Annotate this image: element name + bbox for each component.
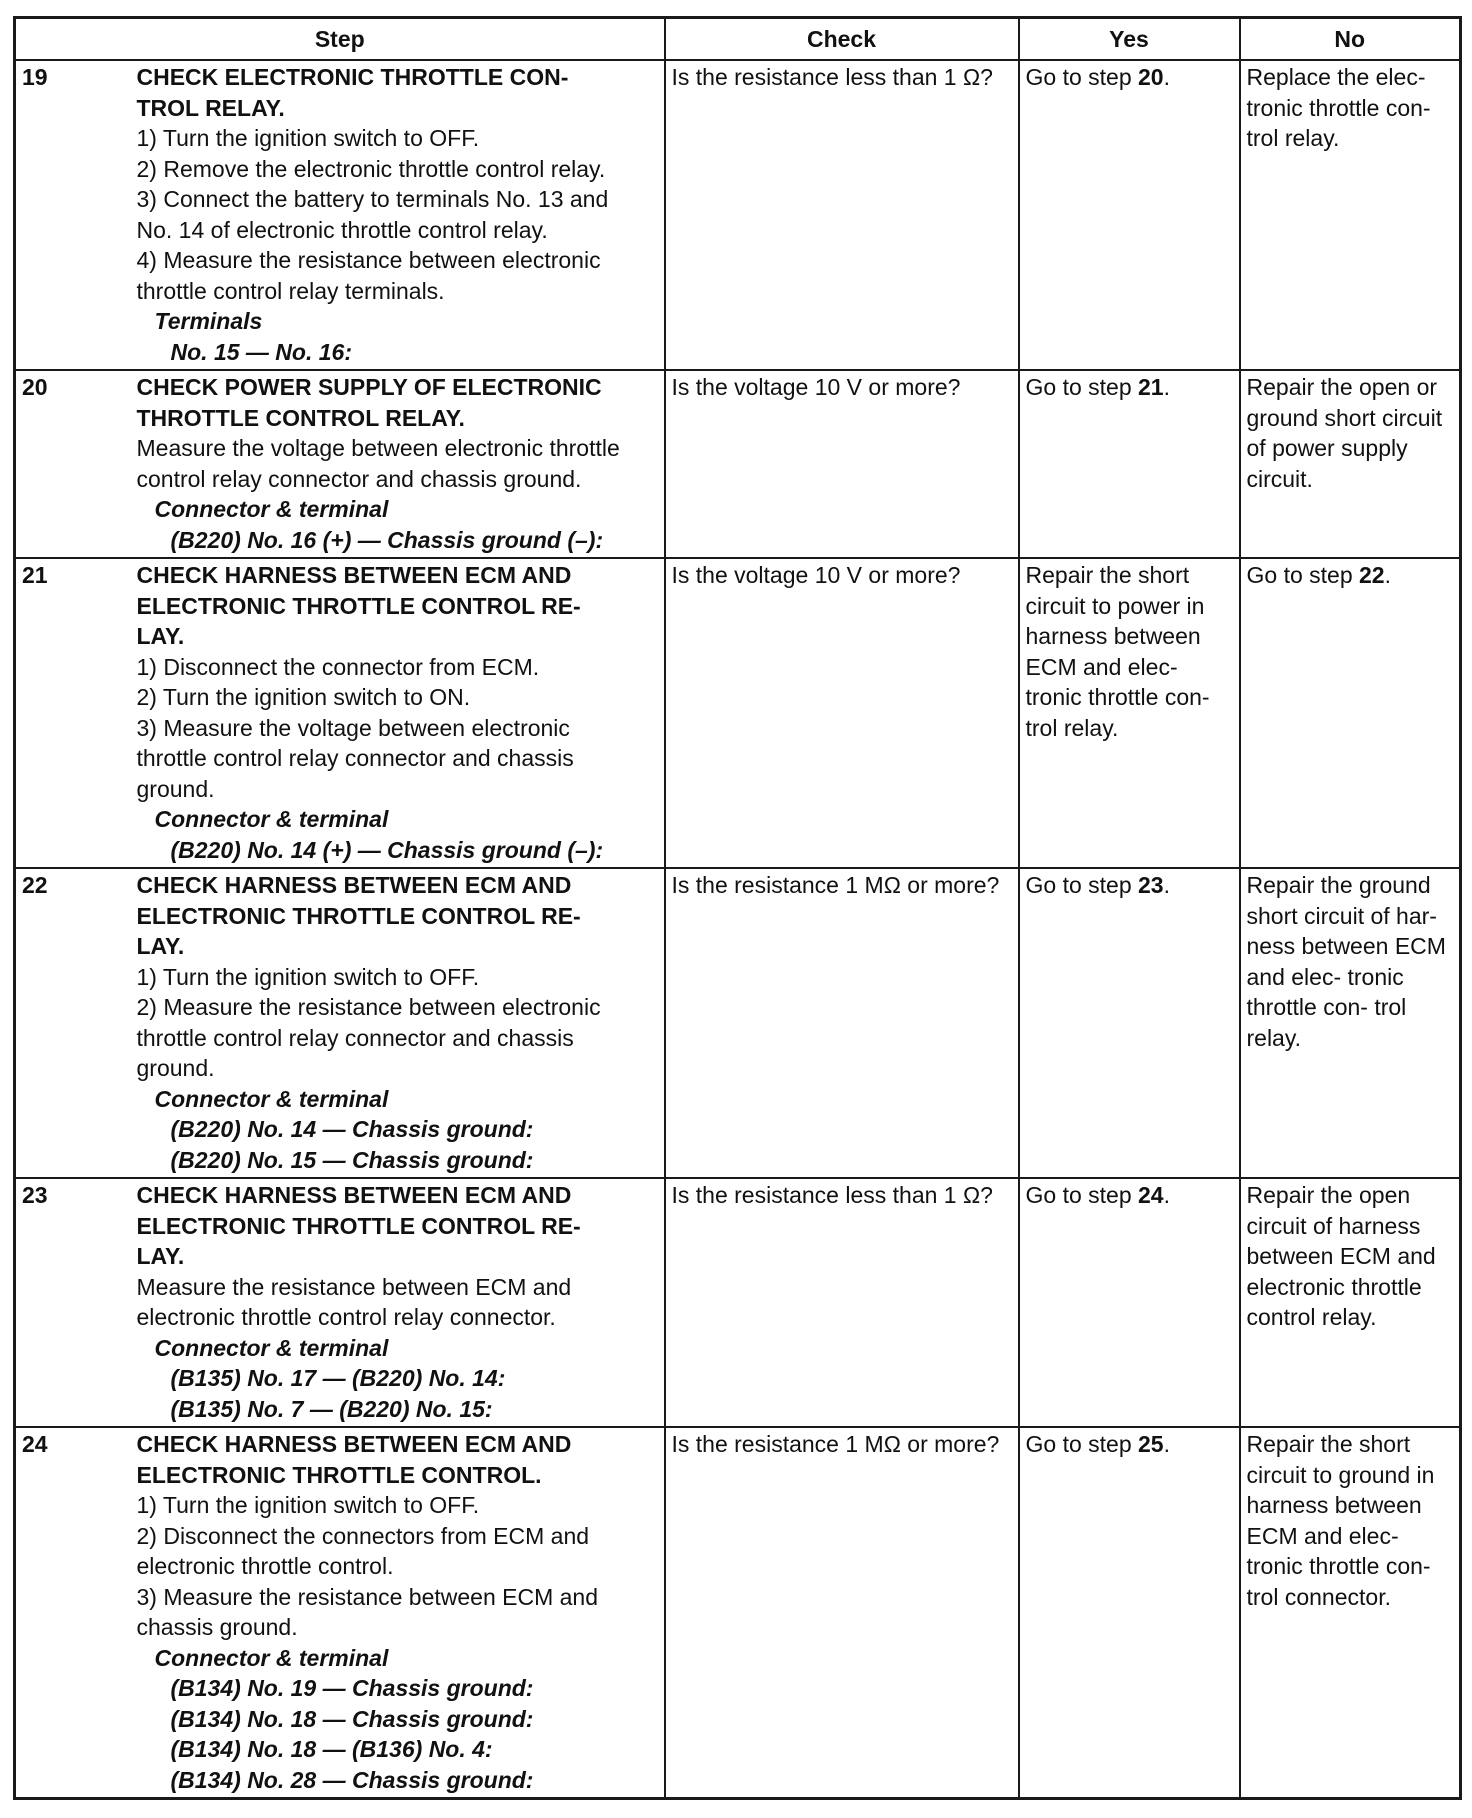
spec-heading: Connector & terminal — [154, 496, 389, 522]
step-instruction-line: 1) Turn the ignition switch to OFF. — [136, 1492, 480, 1518]
step-instruction-line: 1) Turn the ignition switch to OFF. — [136, 125, 480, 151]
step-description — [133, 1178, 665, 1427]
diagnostic-table — [13, 16, 1462, 1800]
step-number: 23 — [15, 1178, 133, 1427]
table-row — [15, 60, 1461, 370]
yes-suffix: . — [1163, 374, 1170, 400]
table-row — [15, 1178, 1461, 1427]
no-action — [1240, 868, 1461, 1178]
yes-action — [1019, 558, 1240, 868]
step-instruction-line: 1) Disconnect the connector from ECM. — [136, 653, 540, 680]
yes-step-ref: 20 — [1138, 64, 1164, 90]
step-instruction-line: ground. — [136, 775, 215, 802]
step-title-line: ELECTRONIC THROTTLE CONTROL RE- — [136, 902, 581, 929]
check-question: Is the voltage 10 V or more? — [665, 370, 1019, 558]
yes-action — [1019, 1178, 1240, 1427]
step-number: 24 — [15, 1427, 133, 1799]
step-instruction-line: 2) Disconnect the connectors from ECM and — [136, 1522, 590, 1549]
step-description — [133, 1427, 665, 1799]
step-instruction-line: electronic throttle control relay connector. — [136, 1304, 556, 1330]
step-instruction-line: throttle control relay terminals. — [136, 277, 445, 304]
spec-item: (B134) No. 18 — (B136) No. 4: — [170, 1736, 493, 1762]
no-text: Replace the elec- tronic throttle con- trol relay. — [1246, 64, 1431, 151]
step-number: 19 — [15, 60, 133, 370]
table-row — [15, 370, 1461, 558]
step-number: 20 — [15, 370, 133, 558]
step-instruction-line: 2) Measure the resistance between electronic — [136, 994, 601, 1020]
step-instruction-line: control relay connector and chassis ground. — [136, 465, 582, 492]
no-text: Repair the open circuit of harness between ECM and electronic throttle control relay. — [1246, 1182, 1436, 1330]
spec-heading: Connector & terminal — [154, 1644, 389, 1671]
spec-heading: Connector & terminal — [154, 1085, 389, 1112]
spec-heading: Connector & terminal — [154, 1334, 389, 1361]
step-description — [133, 868, 665, 1178]
step-instruction-line: 3) Measure the resistance between ECM and — [136, 1583, 599, 1610]
check-question: Is the resistance less than 1 Ω? — [665, 60, 1019, 370]
yes-suffix: . — [1163, 1431, 1170, 1457]
step-description — [133, 558, 665, 868]
spec-item: (B220) No. 14 — Chassis ground: — [170, 1116, 534, 1142]
spec-item: (B220) No. 16 (+) — Chassis ground (–): — [170, 526, 604, 553]
step-instruction-line: No. 14 of electronic throttle control relay. — [136, 216, 548, 243]
no-action — [1240, 1178, 1461, 1427]
table-row — [15, 558, 1461, 868]
step-instruction-line: 3) Connect the battery to terminals No. 13 and — [136, 186, 609, 212]
no-action — [1240, 60, 1461, 370]
no-suffix: . — [1384, 562, 1391, 588]
yes-text: Go to step — [1025, 1182, 1139, 1208]
step-title-line: CHECK HARNESS BETWEEN ECM AND — [136, 872, 572, 898]
check-question: Is the resistance 1 MΩ or more? — [665, 1427, 1019, 1799]
yes-step-ref: 21 — [1138, 374, 1164, 400]
no-text: Repair the short circuit to ground in harness between ECM and elec- tronic throttle con- trol connector. — [1246, 1431, 1435, 1610]
no-text: Repair the ground short circuit of har- ness between ECM and elec- tronic throttle con- trol relay. — [1246, 872, 1446, 1051]
step-instruction-line: Measure the voltage between electronic throttle — [136, 435, 620, 461]
yes-suffix: . — [1163, 1182, 1170, 1208]
no-text: Go to step — [1246, 562, 1360, 588]
yes-step-ref: 25 — [1138, 1431, 1164, 1457]
no-action — [1240, 1427, 1461, 1799]
yes-step-ref: 24 — [1138, 1182, 1164, 1208]
step-instruction-line: throttle control relay connector and chassis — [136, 1024, 574, 1051]
yes-text: Go to step — [1025, 374, 1139, 400]
step-instruction-line: 1) Turn the ignition switch to OFF. — [136, 963, 480, 990]
no-action — [1240, 558, 1461, 868]
step-instruction-line: 2) Remove the electronic throttle control relay. — [136, 155, 606, 182]
spec-item: (B220) No. 14 (+) — Chassis ground (–): — [170, 836, 604, 863]
yes-step-ref: 23 — [1138, 872, 1164, 898]
header-no: No — [1240, 18, 1461, 61]
yes-suffix: . — [1163, 64, 1170, 90]
step-title-line: CHECK POWER SUPPLY OF ELECTRONIC — [136, 374, 602, 400]
spec-item: (B220) No. 15 — Chassis ground: — [170, 1146, 534, 1173]
table-row — [15, 868, 1461, 1178]
header-step: Step — [15, 18, 665, 61]
header-yes: Yes — [1019, 18, 1240, 61]
step-title-line: LAY. — [136, 1243, 185, 1269]
spec-item: (B134) No. 18 — Chassis ground: — [170, 1705, 534, 1732]
step-title-line: CHECK ELECTRONIC THROTTLE CON- — [136, 64, 569, 90]
step-instruction-line: ground. — [136, 1055, 215, 1081]
step-instruction-line: 4) Measure the resistance between electronic — [136, 247, 601, 273]
yes-action — [1019, 868, 1240, 1178]
step-description — [133, 60, 665, 370]
step-instruction-line: throttle control relay connector and chassis — [136, 745, 574, 771]
step-number: 22 — [15, 868, 133, 1178]
check-question: Is the resistance less than 1 Ω? — [665, 1178, 1019, 1427]
spec-item: (B135) No. 17 — (B220) No. 14: — [170, 1365, 506, 1391]
step-number: 21 — [15, 558, 133, 868]
yes-action — [1019, 60, 1240, 370]
yes-text: Go to step — [1025, 64, 1139, 90]
step-instruction-line: electronic throttle control. — [136, 1553, 394, 1579]
yes-text: Go to step — [1025, 1431, 1139, 1457]
step-title-line: CHECK HARNESS BETWEEN ECM AND — [136, 1182, 572, 1208]
step-title-line: LAY. — [136, 623, 185, 649]
spec-heading: Connector & terminal — [154, 806, 389, 832]
yes-text: Repair the short circuit to power in harness between ECM and elec- tronic throttle con- trol relay. — [1025, 562, 1210, 741]
step-description — [133, 370, 665, 558]
check-question: Is the resistance 1 MΩ or more? — [665, 868, 1019, 1178]
step-title-line: LAY. — [136, 933, 185, 959]
step-title-line: CHECK HARNESS BETWEEN ECM AND — [136, 562, 572, 588]
no-step-ref: 22 — [1359, 562, 1385, 588]
table-row — [15, 1427, 1461, 1799]
yes-suffix: . — [1163, 872, 1170, 898]
step-instruction-line: Measure the resistance between ECM and — [136, 1273, 572, 1300]
header-row — [15, 18, 1461, 61]
header-check: Check — [665, 18, 1019, 61]
step-title-line: ELECTRONIC THROTTLE CONTROL. — [136, 1461, 542, 1488]
step-title-line: CHECK HARNESS BETWEEN ECM AND — [136, 1431, 572, 1457]
check-question: Is the voltage 10 V or more? — [665, 558, 1019, 868]
yes-action — [1019, 370, 1240, 558]
step-title-line: ELECTRONIC THROTTLE CONTROL RE- — [136, 592, 581, 619]
spec-item: No. 15 — No. 16: — [170, 338, 352, 365]
spec-item: (B134) No. 19 — Chassis ground: — [170, 1675, 534, 1701]
step-title-line: TROL RELAY. — [136, 94, 285, 121]
spec-heading: Terminals — [154, 308, 263, 334]
procedure-sheet — [13, 16, 1459, 1800]
step-instruction-line: 3) Measure the voltage between electronic — [136, 714, 570, 741]
yes-text: Go to step — [1025, 872, 1139, 898]
no-action — [1240, 370, 1461, 558]
step-instruction-line: chassis ground. — [136, 1614, 298, 1640]
step-instruction-line: 2) Turn the ignition switch to ON. — [136, 684, 471, 710]
step-title-line: ELECTRONIC THROTTLE CONTROL RE- — [136, 1212, 581, 1239]
spec-item: (B134) No. 28 — Chassis ground: — [170, 1766, 534, 1793]
step-title-line: THROTTLE CONTROL RELAY. — [136, 404, 465, 431]
yes-action — [1019, 1427, 1240, 1799]
no-text: Repair the open or ground short circuit of power supply circuit. — [1246, 374, 1443, 492]
table-body — [15, 60, 1461, 1799]
spec-item: (B135) No. 7 — (B220) No. 15: — [170, 1395, 493, 1422]
